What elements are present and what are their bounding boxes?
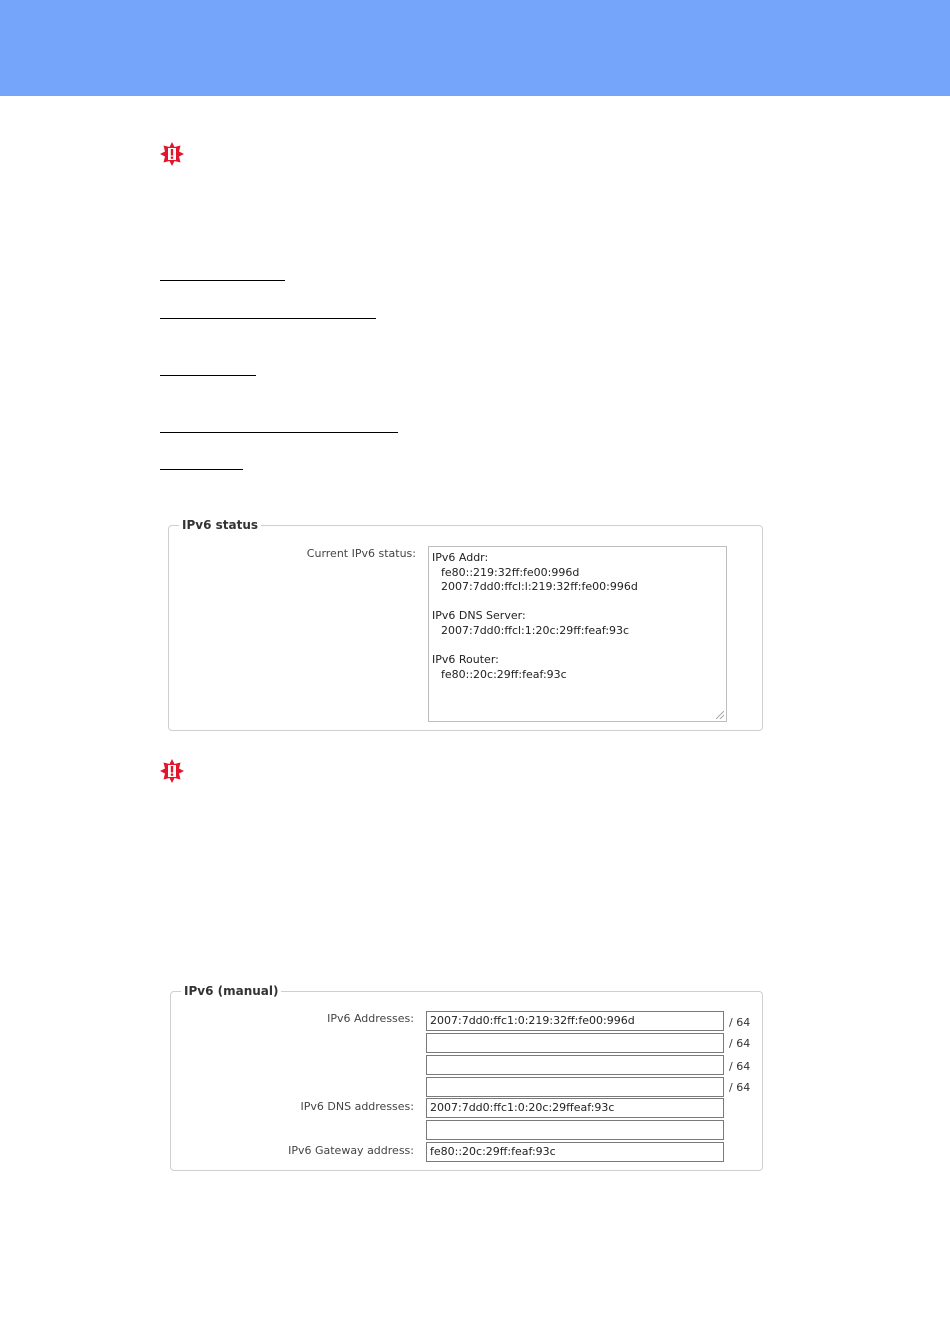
ipv6-manual-legend: IPv6 (manual) bbox=[184, 984, 279, 998]
link-underline[interactable] bbox=[160, 469, 243, 470]
warning-icon bbox=[160, 759, 184, 783]
status-router-1: fe80::20c:29ff:feaf:93c bbox=[441, 667, 567, 681]
status-dns-1: 2007:7dd0:ffcl:1:20c:29ff:feaf:93c bbox=[441, 623, 630, 637]
prefix-length-4: / 64 bbox=[729, 1081, 751, 1094]
status-router-heading: IPv6 Router: bbox=[432, 653, 499, 667]
prefix-length-2: / 64 bbox=[729, 1037, 751, 1050]
status-addr-1: fe80::219:32ff:fe00:996d bbox=[441, 565, 580, 579]
ipv6-address-input-3[interactable] bbox=[426, 1055, 724, 1075]
ipv6-address-input-2[interactable] bbox=[426, 1033, 724, 1053]
status-dns-heading: IPv6 DNS Server: bbox=[432, 609, 526, 623]
ipv6-gateway-input[interactable]: fe80::20c:29ff:feaf:93c bbox=[426, 1142, 724, 1162]
status-addr-2: 2007:7dd0:ffcl:l:219:32ff:fe00:996d bbox=[441, 580, 638, 594]
ipv6-address-input-1[interactable]: 2007:7dd0:ffc1:0:219:32ff:fe00:996d bbox=[426, 1011, 724, 1031]
warning-icon bbox=[160, 142, 184, 166]
ipv6-dns-input-1[interactable]: 2007:7dd0:ffc1:0:20c:29ffeaf:93c bbox=[426, 1098, 724, 1118]
link-underline[interactable] bbox=[160, 318, 376, 319]
link-underline[interactable] bbox=[160, 280, 285, 281]
ipv6-address-input-4[interactable] bbox=[426, 1077, 724, 1097]
ipv6-addresses-label: IPv6 Addresses: bbox=[327, 1012, 414, 1025]
header-banner bbox=[0, 0, 950, 96]
ipv6-dns-label: IPv6 DNS addresses: bbox=[300, 1100, 414, 1113]
status-addr-heading: IPv6 Addr: bbox=[432, 551, 489, 564]
current-ipv6-status-label: Current IPv6 status: bbox=[306, 547, 416, 560]
prefix-length-1: / 64 bbox=[729, 1016, 751, 1029]
prefix-length-3: / 64 bbox=[729, 1060, 751, 1073]
link-underline[interactable] bbox=[160, 432, 398, 433]
ipv6-gateway-label: IPv6 Gateway address: bbox=[288, 1144, 414, 1157]
link-underline[interactable] bbox=[160, 375, 256, 376]
ipv6-status-textarea[interactable] bbox=[428, 546, 727, 722]
resize-grip-icon[interactable] bbox=[716, 711, 724, 719]
ipv6-status-legend: IPv6 status bbox=[182, 518, 259, 532]
ipv6-dns-input-2[interactable] bbox=[426, 1120, 724, 1140]
